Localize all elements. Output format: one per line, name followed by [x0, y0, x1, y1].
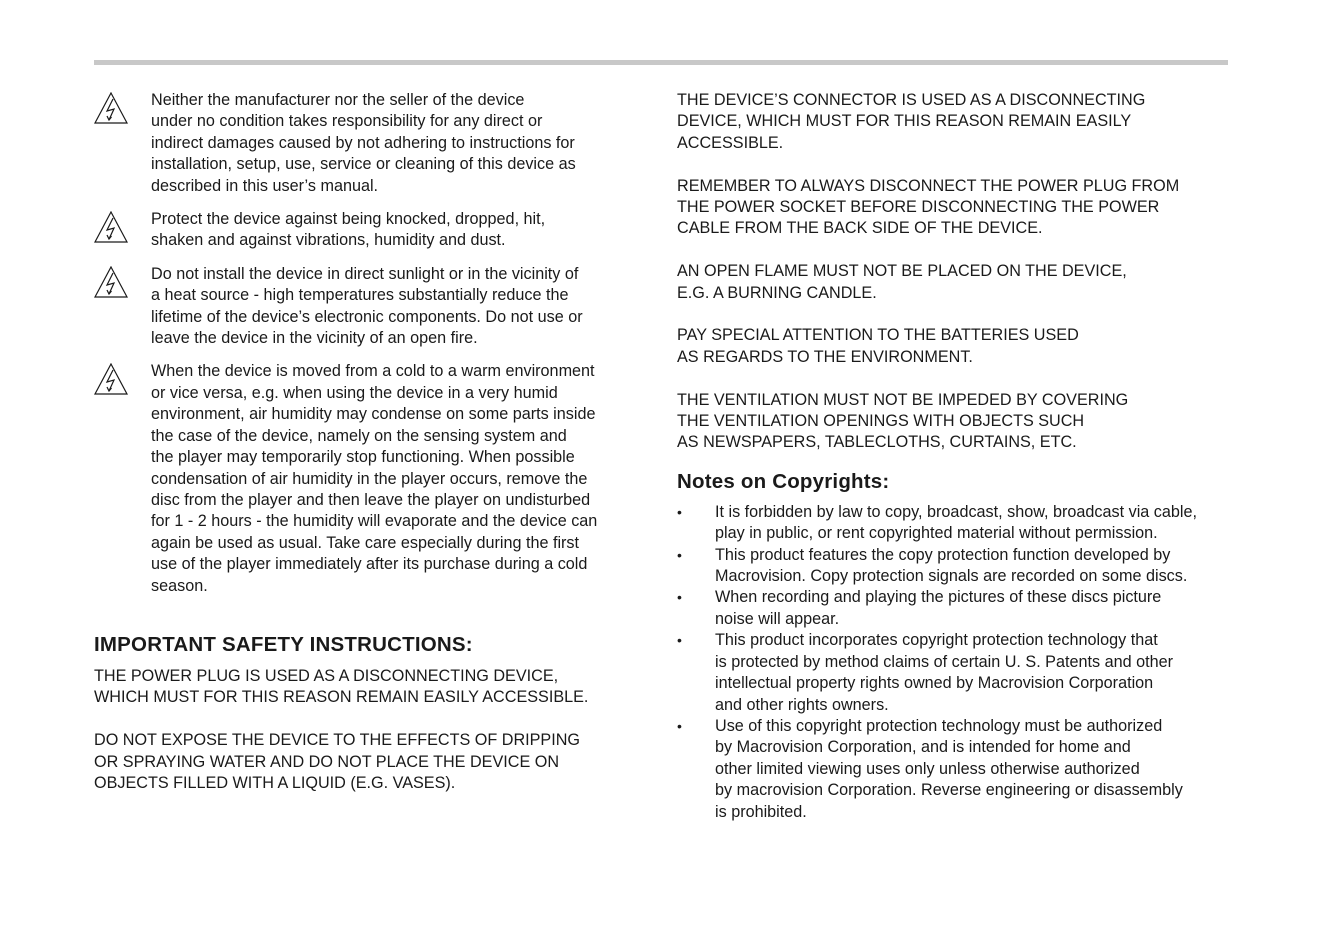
right-column [677, 90, 1237, 823]
bullet-glyph: • [677, 717, 682, 734]
bullet-text: This product incorporates copyright protection technology that is protected by method claims of certain U. S. Patents and other intellectual property rights owned by Macrovision Corporation and other rights owners. [715, 631, 1173, 714]
safety-paragraph: PAY SPECIAL ATTENTION TO THE BATTERIES USED AS REGARDS TO THE ENVIRONMENT. [677, 326, 1079, 366]
list-item [677, 502, 1237, 545]
warning-text: Protect the device against being knocked, dropped, hit, shaken and against vibrations, humidity and dust. [151, 210, 546, 250]
warning-triangle-icon [94, 209, 151, 243]
bullet-text: When recording and playing the pictures of these discs picture noise will appear. [715, 588, 1162, 628]
warning-text: Neither the manufacturer nor the seller of the device under no condition takes responsibility for any direct or indirect damages caused by not adhering to instructions for installation, setup, use, service or cleaning of this device as described in this user’s manual. [151, 91, 576, 195]
bullet-text: It is forbidden by law to copy, broadcast, show, broadcast via cable, play in public, or rent copyrighted material without permission. [715, 502, 1197, 543]
warning-triangle-icon [94, 361, 151, 395]
bullet-glyph: • [677, 503, 682, 520]
safety-paragraph: THE DEVICE’S CONNECTOR IS USED AS A DISCONNECTING DEVICE, WHICH MUST FOR THIS REASON REMAIN EASILY ACCESSIBLE. [677, 91, 1146, 152]
warning-item [94, 90, 646, 197]
copyright-heading: Notes on Copyrights: [677, 469, 890, 493]
safety-paragraph: AN OPEN FLAME MUST NOT BE PLACED ON THE DEVICE, E.G. A BURNING CANDLE. [677, 262, 1127, 302]
bullet-text: Use of this copyright protection technology must be authorized by Macrovision Corporation, and is intended for home and other limited viewing uses only unless otherwise authorized by macrovision Corporation. Reverse engineering or disassembly is prohibited. [715, 716, 1183, 821]
safety-paragraph: DO NOT EXPOSE THE DEVICE TO THE EFFECTS OF DRIPPING OR SPRAYING WATER AND DO NOT PLACE THE DEVICE ON OBJECTS FILLED WITH A LIQUID (E.G. VASES). [94, 731, 581, 792]
bullet-glyph: • [677, 589, 682, 606]
warning-triangle-icon [94, 264, 151, 298]
bullet-glyph: • [677, 632, 682, 649]
safety-paragraph: THE POWER PLUG IS USED AS A DISCONNECTING DEVICE, WHICH MUST FOR THIS REASON REMAIN EASILY ACCESSIBLE. [94, 666, 589, 707]
safety-paragraph: REMEMBER TO ALWAYS DISCONNECT THE POWER PLUG FROM THE POWER SOCKET BEFORE DISCONNECTING THE POWER CABLE FROM THE BACK SIDE OF THE DEVICE. [677, 176, 1180, 238]
safety-heading: IMPORTANT SAFETY INSTRUCTIONS: [94, 632, 473, 656]
left-column [94, 90, 646, 794]
warning-item [94, 264, 646, 350]
list-item [677, 587, 1237, 630]
warning-item [94, 209, 646, 252]
header-rule [94, 60, 1228, 65]
copyright-list [677, 502, 1237, 823]
warning-item [94, 361, 646, 596]
safety-paragraph: THE VENTILATION MUST NOT BE IMPEDED BY COVERING THE VENTILATION OPENINGS WITH OBJECTS SUCH AS NEWSPAPERS, TABLECLOTHS, CURTAINS, ETC. [677, 390, 1129, 452]
warning-triangle-icon [94, 90, 151, 124]
warning-text: Do not install the device in direct sunlight or in the vicinity of a heat source - high temperatures substantially reduce the lifetime of the device’s electronic components. Do not use or leave the device in the vicinity of an open fire. [151, 264, 583, 348]
bullet-text: This product features the copy protection function developed by Macrovision. Copy protection signals are recorded on some discs. [715, 545, 1188, 586]
list-item [677, 545, 1237, 588]
list-item [677, 630, 1237, 716]
warning-text: When the device is moved from a cold to a warm environment or vice versa, e.g. when using the device in a very humid environment, air humidity may condense on some parts inside the case of the device, namely on the sensing system and the player may temporarily stop functioning. When possible condensation of air humidity in the player occurs, remove the disc from the player and then leave the player on undisturbed for 1 - 2 hours - the humidity will evaporate and the device can again be used as usual. Take care especially during the first use of the player immediately after its purchase during a cold season. [151, 362, 598, 595]
list-item [677, 716, 1237, 823]
bullet-glyph: • [677, 546, 682, 563]
